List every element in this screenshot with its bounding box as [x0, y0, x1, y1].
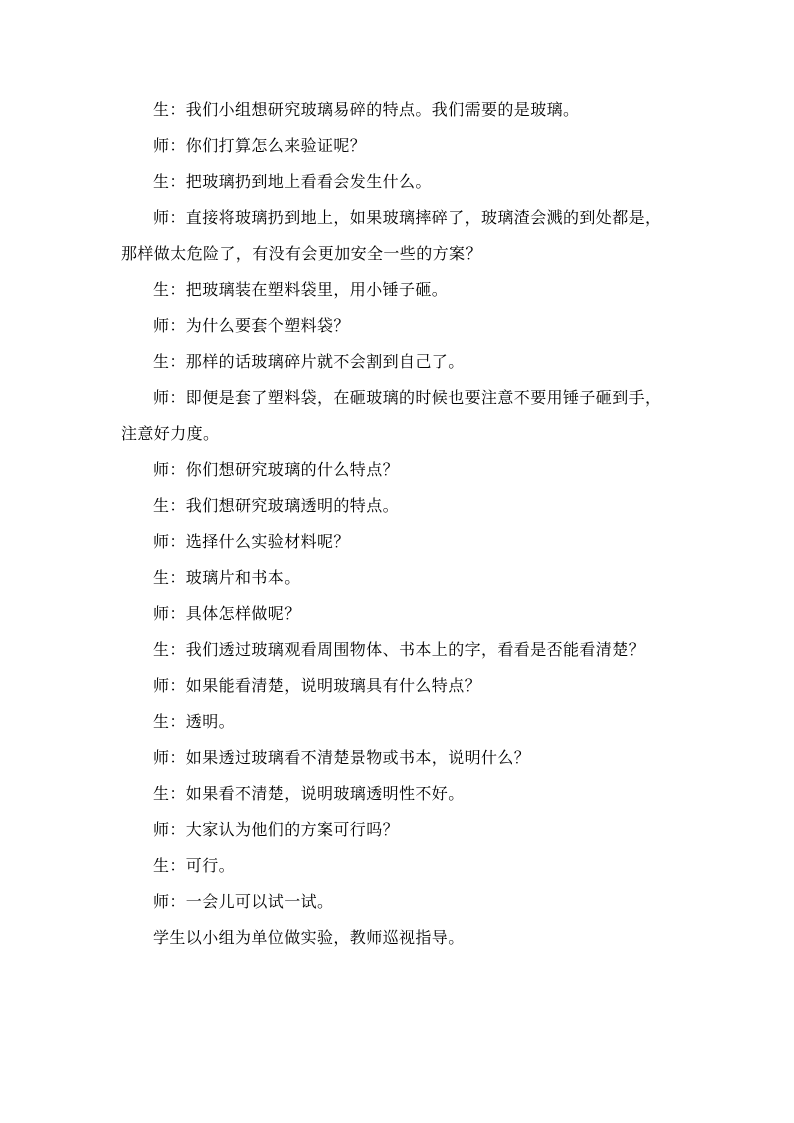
paragraph-6: 师：为什么要套个塑料袋？: [153, 316, 350, 335]
paragraph-5: 生：把玻璃装在塑料袋里，用小锤子砸。: [153, 280, 449, 299]
paragraph-21: 师：一会儿可以试一试。: [153, 892, 334, 911]
paragraph-19: 师：大家认为他们的方案可行吗？: [153, 820, 400, 839]
paragraph-14: 生：我们透过玻璃观看周围物体、书本上的字，看看是否能看清楚？: [153, 640, 646, 659]
paragraph-16: 生：透明。: [153, 712, 236, 731]
paragraph-15: 师：如果能看清楚，说明玻璃具有什么特点？: [153, 676, 482, 695]
paragraph-18: 生：如果看不清楚，说明玻璃透明性不好。: [153, 784, 465, 803]
document-body: [121, 92, 677, 956]
paragraph-11: 师：选择什么实验材料呢？: [153, 532, 350, 551]
paragraph-17: 师：如果透过玻璃看不清楚景物或书本，说明什么？: [153, 748, 531, 767]
paragraph-3: 生：把玻璃扔到地上看看会发生什么。: [153, 172, 432, 191]
paragraph-20: 生：可行。: [153, 856, 236, 875]
paragraph-13: 师：具体怎样做呢？: [153, 604, 301, 623]
paragraph-2: 师：你们打算怎么来验证呢？: [153, 136, 367, 155]
paragraph-8: 师：即便是套了塑料袋，在砸玻璃的时候也要注意不要用锤子砸到手，注意好力度。: [121, 388, 662, 443]
paragraph-1: 生：我们小组想研究玻璃易碎的特点。我们需要的是玻璃。: [153, 100, 580, 119]
paragraph-12: 生：玻璃片和书本。: [153, 568, 301, 587]
paragraph-9: 师：你们想研究玻璃的什么特点？: [153, 460, 400, 479]
paragraph-4: 师：直接将玻璃扔到地上，如果玻璃摔碎了，玻璃渣会溅的到处都是，那样做太危险了，有没有会更加安全一些的方案？: [121, 208, 662, 263]
paragraph-22: 学生以小组为单位做实验，教师巡视指导。: [153, 928, 465, 947]
paragraph-10: 生：我们想研究玻璃透明的特点。: [153, 496, 400, 515]
paragraph-7: 生：那样的话玻璃碎片就不会割到自己了。: [153, 352, 465, 371]
